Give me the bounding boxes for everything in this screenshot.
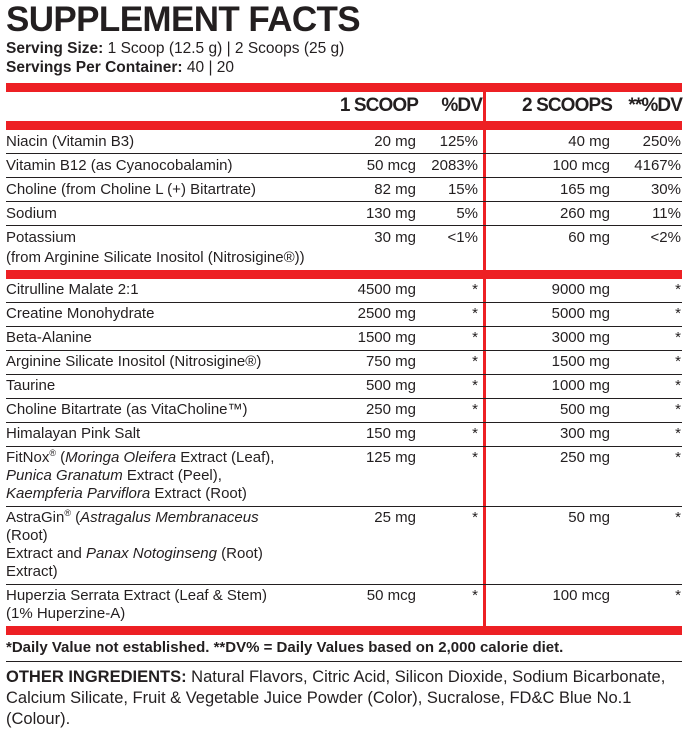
nutrient-name: Vitamin B12 (as Cyanocobalamin) bbox=[6, 154, 306, 178]
nutrient-amount-1: 130 mg bbox=[306, 202, 418, 226]
table-row bbox=[6, 154, 682, 178]
header-table-wrap bbox=[6, 92, 682, 121]
ingredient-dv-2: * bbox=[612, 422, 682, 446]
fitnox-line-2: Punica Granatum Extract (Peel), bbox=[6, 467, 222, 484]
ingredient-amount-2: 1500 mg bbox=[488, 350, 612, 374]
table-row bbox=[6, 446, 682, 506]
ingredient-dv-1: * bbox=[418, 446, 482, 506]
ingredient-amount-2: 9000 mg bbox=[551, 281, 610, 298]
ingredient-name: Taurine bbox=[6, 374, 306, 398]
ingredient-amount-2: 1000 mg bbox=[488, 374, 612, 398]
servings-per-container-value: 40 | 20 bbox=[186, 59, 235, 76]
table-row bbox=[6, 584, 682, 626]
column-header-row bbox=[6, 92, 682, 121]
ingredient-dv-1: * bbox=[418, 374, 482, 398]
nutrient-name: Choline (from Choline L (+) Bitartrate) bbox=[6, 178, 306, 202]
ingredient-dv-2: * bbox=[612, 446, 682, 506]
potassium-source-note: (from Arginine Silicate Inositol (Nitrosigine®)) bbox=[6, 249, 305, 266]
nutrient-dv-2: 4167% bbox=[612, 154, 682, 178]
astragin-line-1: AstraGin® (Astragalus Membranaceus (Root) bbox=[6, 508, 259, 544]
vitamins-table bbox=[6, 130, 682, 270]
nutrient-amount-1: 30 mg bbox=[306, 226, 418, 250]
table-row bbox=[6, 178, 682, 202]
red-rule-top bbox=[6, 83, 682, 92]
nutrient-amount-1: 50 mcg bbox=[306, 154, 418, 178]
ingredient-amount-1: 150 mg bbox=[306, 422, 418, 446]
ingredient-name: Citrulline Malate 2:1 bbox=[6, 281, 139, 298]
ingredient-amount-1: 500 mg bbox=[306, 374, 418, 398]
ingredient-name-huperzia bbox=[6, 584, 306, 626]
column-header-name bbox=[6, 92, 306, 121]
registered-mark-icon: ® bbox=[49, 448, 56, 458]
ingredient-amount-1: 25 mg bbox=[306, 506, 418, 584]
nutrient-dv-2: 250% bbox=[642, 132, 681, 150]
ingredient-dv-1: * bbox=[418, 326, 482, 350]
ingredient-amount-1: 750 mg bbox=[306, 350, 418, 374]
vitamins-table-wrap bbox=[6, 130, 682, 270]
table-row bbox=[6, 130, 682, 154]
nutrient-dv-2: 30% bbox=[612, 178, 682, 202]
ingredient-amount-2: 300 mg bbox=[488, 422, 612, 446]
ingredient-amount-2: 3000 mg bbox=[488, 326, 612, 350]
nutrient-amount-2: 100 mcg bbox=[488, 154, 612, 178]
nutrient-dv-2: <2% bbox=[612, 226, 682, 250]
serving-size-label: Serving Size: bbox=[6, 40, 104, 57]
serving-size-line bbox=[6, 39, 682, 58]
blend-table bbox=[6, 279, 682, 626]
column-header-amount-1: 1 SCOOP bbox=[339, 95, 418, 116]
nutrient-amount-2: 60 mg bbox=[488, 226, 612, 250]
other-ingredients-label: OTHER INGREDIENTS: bbox=[6, 667, 187, 686]
table-row bbox=[6, 302, 682, 326]
ingredient-amount-1: 50 mcg bbox=[306, 584, 418, 626]
nutrient-amount-2: 40 mg bbox=[568, 132, 610, 150]
ingredient-amount-2: 250 mg bbox=[488, 446, 612, 506]
red-rule-middle bbox=[6, 270, 682, 279]
ingredient-dv-1: * bbox=[472, 281, 478, 298]
red-rule-under-header bbox=[6, 121, 682, 130]
ingredient-name: Beta-Alanine bbox=[6, 326, 306, 350]
ingredient-name: Choline Bitartrate (as VitaCholine™) bbox=[6, 398, 306, 422]
nutrient-dv-1: <1% bbox=[418, 226, 482, 250]
other-ingredients-value: Natural Flavors, Citric Acid, Silicon Dioxide, Sodium Bicarbonate, Calcium Silicate, Fruit & Vegetable Juice Powder (Color), Sucralose, FD&C Blue No.1 (Colour). bbox=[6, 667, 666, 728]
ingredient-amount-2: 500 mg bbox=[488, 398, 612, 422]
red-rule-bottom bbox=[6, 626, 682, 635]
nutrient-dv-1: 5% bbox=[418, 202, 482, 226]
ingredient-dv-2: * bbox=[612, 350, 682, 374]
ingredient-amount-1: 250 mg bbox=[306, 398, 418, 422]
ingredient-amount-1: 1500 mg bbox=[306, 326, 418, 350]
ingredient-amount-1: 125 mg bbox=[306, 446, 418, 506]
huperzia-line-1: Huperzia Serrata Extract (Leaf & Stem) bbox=[6, 587, 267, 604]
nutrient-amount-1: 20 mg bbox=[374, 132, 416, 150]
ingredient-dv-1: * bbox=[418, 422, 482, 446]
ingredient-amount-1: 2500 mg bbox=[306, 302, 418, 326]
table-row bbox=[6, 506, 682, 584]
serving-size-value: 1 Scoop (12.5 g) | 2 Scoops (25 g) bbox=[107, 40, 345, 57]
ingredient-dv-2: * bbox=[612, 326, 682, 350]
ingredient-dv-2: * bbox=[612, 374, 682, 398]
ingredient-dv-2: * bbox=[675, 281, 681, 298]
nutrient-name: Potassium bbox=[6, 226, 306, 250]
ingredient-amount-2: 5000 mg bbox=[488, 302, 612, 326]
column-header-dv-2: **%DV bbox=[628, 95, 682, 116]
ingredient-amount-2: 50 mg bbox=[488, 506, 612, 584]
ingredient-name: Himalayan Pink Salt bbox=[6, 422, 306, 446]
servings-per-container-line bbox=[6, 58, 682, 77]
ingredient-dv-2: * bbox=[612, 584, 682, 626]
page-title: SUPPLEMENT FACTS bbox=[6, 0, 361, 39]
other-ingredients bbox=[6, 662, 682, 730]
ingredient-dv-2: * bbox=[612, 506, 682, 584]
table-row bbox=[6, 326, 682, 350]
nutrient-amount-2: 260 mg bbox=[488, 202, 612, 226]
ingredient-dv-1: * bbox=[418, 398, 482, 422]
table-row-note bbox=[6, 249, 682, 270]
ingredient-dv-2: * bbox=[612, 302, 682, 326]
table-row bbox=[6, 279, 682, 303]
ingredient-name-astragin bbox=[6, 506, 306, 584]
fitnox-line-1: FitNox® (Moringa Oleifera Extract (Leaf), bbox=[6, 448, 275, 466]
ingredient-amount-2: 100 mcg bbox=[488, 584, 612, 626]
table-row bbox=[6, 374, 682, 398]
table-row bbox=[6, 398, 682, 422]
ingredient-dv-1: * bbox=[418, 506, 482, 584]
nutrient-name: Niacin (Vitamin B3) bbox=[6, 132, 135, 150]
ingredient-amount-1: 4500 mg bbox=[357, 281, 416, 298]
column-header-dv-1: %DV bbox=[441, 95, 482, 116]
huperzia-line-2: (1% Huperzine-A) bbox=[6, 605, 126, 622]
servings-per-container-label: Servings Per Container: bbox=[6, 59, 183, 76]
ingredient-dv-2: * bbox=[612, 398, 682, 422]
ingredient-dv-1: * bbox=[418, 350, 482, 374]
nutrient-name: Sodium bbox=[6, 202, 306, 226]
fitnox-line-3: Kaempferia Parviflora Extract (Root) bbox=[6, 485, 247, 502]
nutrient-amount-1: 82 mg bbox=[306, 178, 418, 202]
nutrient-dv-1: 2083% bbox=[418, 154, 482, 178]
ingredient-dv-1: * bbox=[418, 302, 482, 326]
table-row bbox=[6, 202, 682, 226]
ingredient-name: Creatine Monohydrate bbox=[6, 302, 306, 326]
nutrient-amount-2: 165 mg bbox=[488, 178, 612, 202]
table-row bbox=[6, 350, 682, 374]
ingredient-name-fitnox bbox=[6, 446, 306, 506]
nutrient-dv-2: 11% bbox=[612, 202, 682, 226]
daily-value-footnote: *Daily Value not established. **DV% = Daily Values based on 2,000 calorie diet. bbox=[6, 638, 564, 656]
astragin-line-2: Extract and Panax Notoginseng (Root) Extract) bbox=[6, 545, 263, 580]
ingredient-dv-1: * bbox=[418, 584, 482, 626]
table-row bbox=[6, 422, 682, 446]
table-row bbox=[6, 226, 682, 250]
registered-mark-icon: ® bbox=[64, 508, 71, 518]
nutrient-dv-1: 15% bbox=[418, 178, 482, 202]
ingredient-name: Arginine Silicate Inositol (Nitrosigine®) bbox=[6, 350, 306, 374]
column-header-table bbox=[6, 92, 682, 121]
nutrient-dv-1: 125% bbox=[439, 132, 478, 150]
blend-table-wrap bbox=[6, 279, 682, 626]
column-header-amount-2: 2 SCOOPS bbox=[522, 95, 612, 116]
